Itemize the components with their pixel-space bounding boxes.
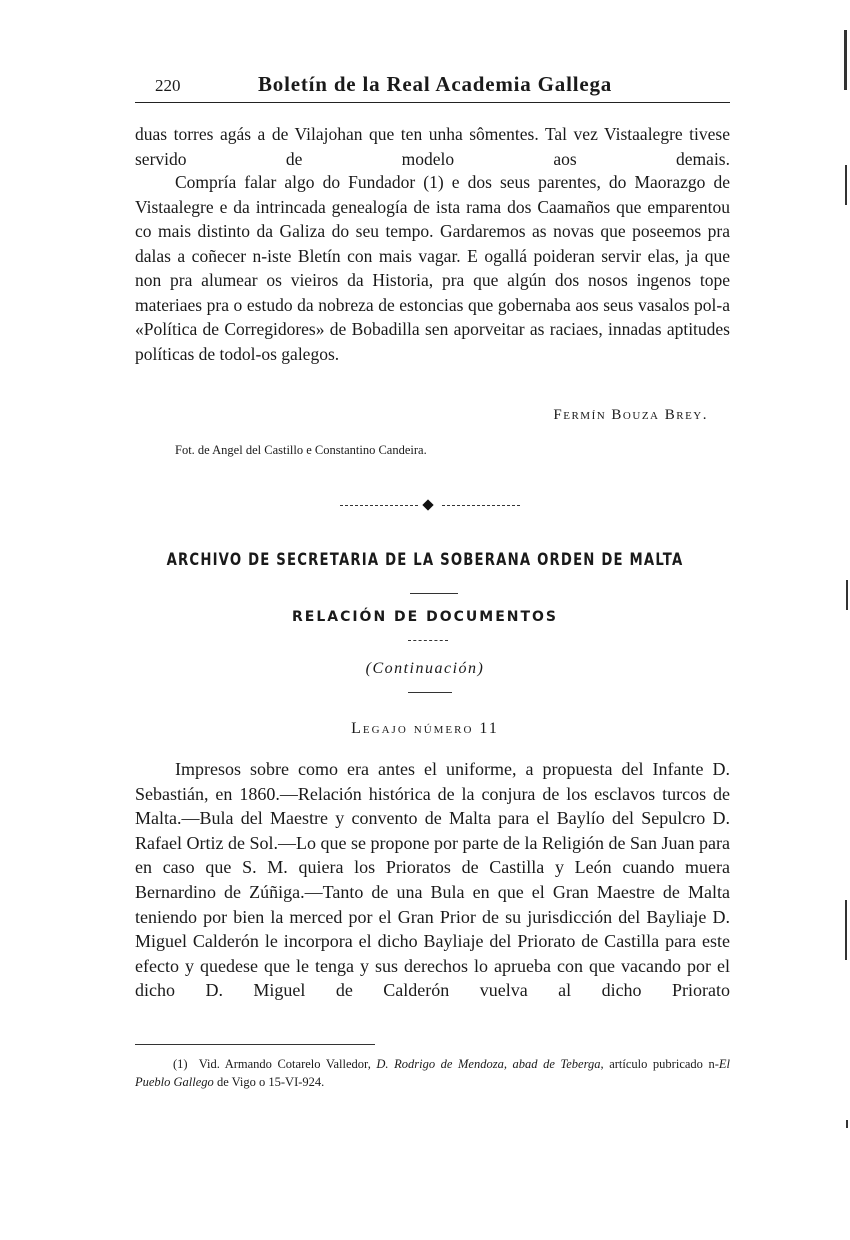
body-paragraph-2: Compría falar algo do Fundador (1) e dos seus parentes, do Maorazgo de Vistaalegre e da intrincada genealogía de ista rama dos Caamaños que emparentou co mais distinto da Galiza do seu tempo. Gardaremos as novas que poseemos pra dalas a coñecer n-iste Bletín con mais vagar. E ogallá poideran servir elas, ja que non pra alumear os vieiros da Historia, pra que algún dos nosos ingenos tope materiaes pra o estudo da nobreza de estoncias que gobernaba aos seus vasalos pol-a «Política de Corregidores» de Bobadilla sen aporveitar as raciaes, innadas aptitudes políticas de todol-os galegos. [135,172,730,364]
legajo-paragraph: Impresos sobre como era antes el uniforme, a propuesta del Infante D. Sebastián, en 1860.—Relación histórica de la conjura de los esclavos turcos de Malta.—Bula del Maestre y convento de Malta para el Baylío del Sepulcro D. Rafael Ortiz de Sol.—Lo que se propone por parte de la Religión de San Juan para en caso que S. M. quiera los Prioratos de Castilla y León cuando muera Bernardino de Zúñiga.—Tanto de una Bula en que el Gran Maestre de Malta teniendo por bien la merced por el Gran Prior de su jurisdicción del Bayliaje D. Miguel Calderón le incorpora el dicho Bayliaje del Priorato de Castilla para este efecto y quedese que le tenga y sus derechos lo aprueba con que vacando por el dicho D. Miguel de Calderón vuelva al dicho Priorato [135,759,730,1001]
footnote-title-2: El Pueblo Gallego [135,1057,730,1089]
scan-edge-mark [845,165,847,205]
running-head [135,72,730,103]
scan-edge-mark [844,30,847,90]
divider-line-right [442,505,520,506]
footnote-text-3: de Vigo o 15-VI-924. [216,1075,325,1089]
footnote-marker: (1) [173,1057,188,1071]
page-number: 220 [155,76,181,95]
section-subtitle: RELACIÓN DE DOCUMENTOS [291,609,559,625]
footnote-title-1: D. Rodrigo de Mendoza, abad de Teberga, [376,1057,604,1071]
section-title: ARCHIVO DE SECRETARIA DE LA SOBERANA ORDEN DE MALTA [166,550,684,570]
section-divider-ornament [340,499,520,513]
divider-line-left [340,505,418,506]
scan-edge-mark [846,1120,848,1128]
photo-credit: Fot. de Angel del Castillo e Constantino Candeira. [175,443,427,457]
footnote [135,1055,730,1091]
scan-edge-mark [846,580,848,610]
footnote-text-1: Vid. Armando Cotarelo Valledor, [198,1057,371,1071]
continuation-rule [408,692,452,693]
author-signature: Fermín Bouza Brey. [553,407,708,423]
diamond-icon [422,499,433,510]
body-paragraph-1: duas torres agás a de Vilajohan que ten unha sômentes. Tal vez Vistaalegre tivese servido de modelo aos demais. [135,124,730,169]
title-rule [410,593,458,594]
scan-edge-mark [845,900,847,960]
legajo-heading: Legajo número 11 [351,720,499,737]
subtitle-rule [408,640,448,641]
journal-title: Boletín de la Real Academia Gallega [258,72,613,96]
footnote-text-2: artículo pubricado n- [609,1057,719,1071]
continuation-label: (Continuación) [365,660,485,677]
footnote-rule [135,1044,375,1045]
